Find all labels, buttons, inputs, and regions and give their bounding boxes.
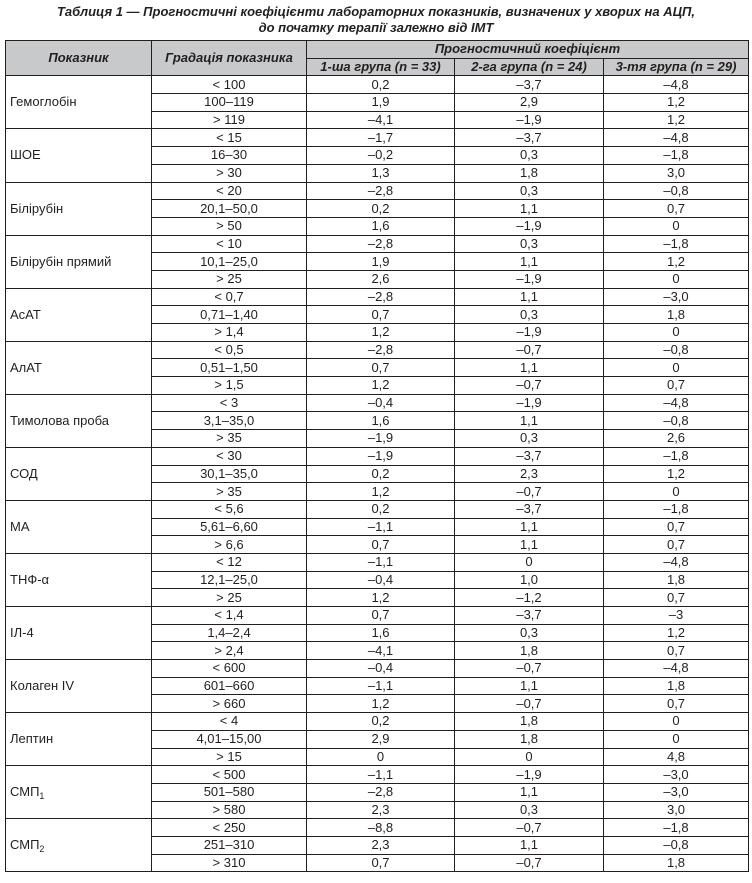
coefficient-cell-group-1: 2,9: [307, 730, 455, 748]
table-caption: [0, 0, 752, 40]
gradation-cell: 16–30: [152, 147, 307, 165]
table-row: [6, 129, 749, 147]
coefficient-cell-group-1: 0,2: [307, 465, 455, 483]
coefficient-cell-group-1: 0,2: [307, 713, 455, 731]
coefficient-cell-group-3: 0: [604, 217, 749, 235]
coefficient-cell-group-3: 1,2: [604, 253, 749, 271]
coefficient-cell-group-3: 0,7: [604, 589, 749, 607]
coefficient-cell-group-1: –2,8: [307, 182, 455, 200]
table-row: [6, 819, 749, 837]
gradation-cell: < 0,5: [152, 341, 307, 359]
gradation-cell: 1,4–2,4: [152, 624, 307, 642]
coefficient-cell-group-2: 1,1: [455, 536, 604, 554]
gradation-cell: > 580: [152, 801, 307, 819]
coefficient-cell-group-3: –3: [604, 607, 749, 625]
coefficient-cell-group-2: –0,7: [455, 341, 604, 359]
gradation-cell: > 35: [152, 483, 307, 501]
coefficient-cell-group-2: –0,7: [455, 695, 604, 713]
indicator-label: АлАТ: [10, 359, 42, 375]
gradation-cell: < 0,7: [152, 288, 307, 306]
coefficient-cell-group-1: 2,3: [307, 801, 455, 819]
coefficient-cell-group-1: –0,4: [307, 571, 455, 589]
coefficient-cell-group-2: 0,3: [455, 624, 604, 642]
coefficient-cell-group-1: –4,1: [307, 111, 455, 129]
coefficient-cell-group-1: 1,2: [307, 589, 455, 607]
coefficient-cell-group-2: –3,7: [455, 76, 604, 94]
header-indicator: Показник: [6, 41, 152, 76]
coefficient-cell-group-3: 1,2: [604, 111, 749, 129]
coefficient-cell-group-1: 2,3: [307, 836, 455, 854]
table-row: [6, 341, 749, 359]
coefficient-cell-group-1: –1,7: [307, 129, 455, 147]
coefficient-cell-group-2: –3,7: [455, 607, 604, 625]
header-group-3: 3-тя група (n = 29): [604, 58, 749, 76]
gradation-cell: > 50: [152, 217, 307, 235]
coefficient-cell-group-3: 0,7: [604, 536, 749, 554]
coefficient-cell-group-3: –3,0: [604, 783, 749, 801]
coefficient-cell-group-2: 1,1: [455, 677, 604, 695]
coefficient-cell-group-3: –0,8: [604, 182, 749, 200]
coefficient-cell-group-1: –1,9: [307, 447, 455, 465]
coefficient-cell-group-1: 0,7: [307, 854, 455, 872]
header-gradation: Градація показника: [152, 41, 307, 76]
indicator-label: СМП: [10, 837, 40, 853]
table-row: [6, 182, 749, 200]
coefficient-cell-group-1: 1,2: [307, 695, 455, 713]
coefficient-cell-group-1: –4,1: [307, 642, 455, 660]
coefficient-cell-group-3: –1,8: [604, 147, 749, 165]
coefficient-cell-group-2: –0,7: [455, 819, 604, 837]
coefficient-cell-group-3: 4,8: [604, 748, 749, 766]
coefficient-cell-group-3: –4,8: [604, 76, 749, 94]
indicator-label: Білірубін прямий: [10, 253, 112, 269]
coefficient-cell-group-2: –1,2: [455, 589, 604, 607]
coefficient-cell-group-1: 0,2: [307, 76, 455, 94]
coefficient-cell-group-1: –8,8: [307, 819, 455, 837]
coefficient-cell-group-2: 1,8: [455, 713, 604, 731]
coefficient-cell-group-2: 1,1: [455, 518, 604, 536]
gradation-cell: 30,1–35,0: [152, 465, 307, 483]
indicator-name: [6, 713, 152, 766]
coefficient-cell-group-2: 1,8: [455, 730, 604, 748]
coefficient-cell-group-2: 0,3: [455, 430, 604, 448]
indicator-name: [6, 394, 152, 447]
coefficient-cell-group-1: 1,3: [307, 164, 455, 182]
coefficient-cell-group-2: –1,9: [455, 324, 604, 342]
indicator-name: [6, 129, 152, 182]
indicator-label: Білірубін: [10, 200, 64, 216]
coefficient-cell-group-3: –4,8: [604, 394, 749, 412]
table-row: [6, 447, 749, 465]
coefficient-cell-group-1: 1,2: [307, 483, 455, 501]
indicator-name: [6, 447, 152, 500]
coefficient-cell-group-2: 1,0: [455, 571, 604, 589]
gradation-cell: < 30: [152, 447, 307, 465]
indicator-name: [6, 819, 152, 872]
indicator-label: АсАТ: [10, 306, 41, 322]
coefficient-cell-group-1: 1,2: [307, 324, 455, 342]
gradation-cell: 601–660: [152, 677, 307, 695]
gradation-cell: 501–580: [152, 783, 307, 801]
coefficient-cell-group-3: 1,2: [604, 624, 749, 642]
coefficient-cell-group-1: 1,9: [307, 253, 455, 271]
indicator-label: ШОЕ: [10, 147, 41, 163]
coefficient-cell-group-2: 0: [455, 553, 604, 571]
coefficient-cell-group-3: –1,8: [604, 235, 749, 253]
indicator-label: Гемоглобін: [10, 94, 77, 110]
gradation-cell: 10,1–25,0: [152, 253, 307, 271]
gradation-cell: < 100: [152, 76, 307, 94]
coefficient-cell-group-3: 0: [604, 730, 749, 748]
indicator-name: [6, 288, 152, 341]
coefficient-cell-group-1: 0,7: [307, 607, 455, 625]
indicator-label: Тимолова проба: [10, 412, 109, 428]
coefficient-cell-group-2: 0,3: [455, 306, 604, 324]
coefficient-cell-group-3: –4,8: [604, 553, 749, 571]
indicator-label: МА: [10, 518, 30, 534]
coefficient-cell-group-3: 0,7: [604, 518, 749, 536]
gradation-cell: < 1,4: [152, 607, 307, 625]
coefficient-cell-group-3: 3,0: [604, 164, 749, 182]
table-row: [6, 394, 749, 412]
indicator-label: СОД: [10, 465, 38, 481]
indicator-subscript: 2: [39, 844, 45, 855]
coefficient-cell-group-1: –1,1: [307, 518, 455, 536]
coefficient-cell-group-3: –1,8: [604, 447, 749, 465]
gradation-cell: > 6,6: [152, 536, 307, 554]
coefficient-cell-group-1: 1,6: [307, 217, 455, 235]
table-row: [6, 288, 749, 306]
coefficient-cell-group-2: –3,7: [455, 447, 604, 465]
coefficient-cell-group-1: –1,9: [307, 430, 455, 448]
coefficient-cell-group-2: 0,3: [455, 801, 604, 819]
gradation-cell: 0,51–1,50: [152, 359, 307, 377]
gradation-cell: > 119: [152, 111, 307, 129]
coefficient-cell-group-2: –3,7: [455, 129, 604, 147]
coefficient-cell-group-1: 1,6: [307, 624, 455, 642]
indicator-label: Колаген IV: [10, 678, 75, 694]
coefficient-cell-group-3: –0,8: [604, 412, 749, 430]
gradation-cell: 4,01–15,00: [152, 730, 307, 748]
coefficient-cell-group-2: –0,7: [455, 483, 604, 501]
caption-line-1: Таблиця 1 — Прогностичні коефіцієнти лабораторних показників, визначених у хворих на АЦП,: [56, 4, 696, 19]
coefficient-cell-group-2: –3,7: [455, 500, 604, 518]
gradation-cell: > 1,5: [152, 377, 307, 395]
table-row: [6, 553, 749, 571]
coefficient-cell-group-2: –1,9: [455, 270, 604, 288]
indicator-name: [6, 660, 152, 713]
gradation-cell: > 2,4: [152, 642, 307, 660]
gradation-cell: < 250: [152, 819, 307, 837]
coefficient-cell-group-1: 0: [307, 748, 455, 766]
table-row: [6, 500, 749, 518]
coefficient-cell-group-3: 0: [604, 324, 749, 342]
coefficient-cell-group-3: 1,2: [604, 465, 749, 483]
indicator-label: ІЛ-4: [10, 625, 34, 641]
coefficient-cell-group-3: 0,7: [604, 695, 749, 713]
coefficient-cell-group-3: –3,0: [604, 288, 749, 306]
gradation-cell: 5,61–6,60: [152, 518, 307, 536]
coefficient-cell-group-3: 1,2: [604, 94, 749, 112]
coefficient-cell-group-2: 0,3: [455, 147, 604, 165]
coefficient-cell-group-3: 0: [604, 483, 749, 501]
header-coefficient: Прогностичний коефіцієнт: [307, 41, 749, 59]
coefficient-cell-group-3: 0: [604, 713, 749, 731]
gradation-cell: < 500: [152, 766, 307, 784]
coefficient-cell-group-1: –1,1: [307, 553, 455, 571]
coefficient-cell-group-3: 0,7: [604, 377, 749, 395]
header-group-1: 1-ша група (n = 33): [307, 58, 455, 76]
coefficient-cell-group-1: –2,8: [307, 341, 455, 359]
indicator-name: [6, 500, 152, 553]
gradation-cell: > 310: [152, 854, 307, 872]
coefficient-cell-group-2: –1,9: [455, 217, 604, 235]
coefficient-cell-group-1: 0,7: [307, 536, 455, 554]
indicator-name: [6, 553, 152, 606]
indicator-label: ТНФ-α: [10, 571, 50, 587]
gradation-cell: < 12: [152, 553, 307, 571]
indicator-name: [6, 766, 152, 819]
table-row: [6, 713, 749, 731]
coefficient-cell-group-3: –4,8: [604, 129, 749, 147]
coefficient-cell-group-2: 1,1: [455, 783, 604, 801]
coefficient-cell-group-3: 0,7: [604, 642, 749, 660]
coefficient-cell-group-2: –0,7: [455, 377, 604, 395]
caption-line-2: до початку терапії залежно від ІМТ: [258, 20, 494, 35]
coefficient-cell-group-1: –0,4: [307, 394, 455, 412]
table-header: [6, 41, 749, 76]
coefficient-cell-group-2: 2,3: [455, 465, 604, 483]
coefficient-cell-group-3: 1,8: [604, 854, 749, 872]
coefficient-cell-group-3: –3,0: [604, 766, 749, 784]
table-row: [6, 660, 749, 678]
coefficient-cell-group-1: –1,1: [307, 766, 455, 784]
coefficient-cell-group-2: –0,7: [455, 660, 604, 678]
indicator-label: Лептин: [10, 731, 54, 747]
gradation-cell: > 1,4: [152, 324, 307, 342]
coefficient-cell-group-3: 0,7: [604, 200, 749, 218]
gradation-cell: < 15: [152, 129, 307, 147]
coefficient-cell-group-3: 1,8: [604, 677, 749, 695]
gradation-cell: < 20: [152, 182, 307, 200]
gradation-cell: < 4: [152, 713, 307, 731]
coefficient-cell-group-1: 0,2: [307, 500, 455, 518]
coefficient-cell-group-2: 0: [455, 748, 604, 766]
coefficient-cell-group-3: –1,8: [604, 500, 749, 518]
gradation-cell: 12,1–25,0: [152, 571, 307, 589]
gradation-cell: 20,1–50,0: [152, 200, 307, 218]
gradation-cell: 0,71–1,40: [152, 306, 307, 324]
coefficient-cell-group-2: 1,8: [455, 164, 604, 182]
indicator-subscript: 1: [39, 791, 45, 802]
gradation-cell: 251–310: [152, 836, 307, 854]
coefficient-cell-group-3: –4,8: [604, 660, 749, 678]
coefficient-cell-group-3: –1,8: [604, 819, 749, 837]
coefficient-cell-group-1: 1,6: [307, 412, 455, 430]
table-row: [6, 76, 749, 94]
coefficient-cell-group-3: –0,8: [604, 836, 749, 854]
coefficient-cell-group-1: –2,8: [307, 235, 455, 253]
coefficient-cell-group-2: 1,1: [455, 200, 604, 218]
coefficient-cell-group-1: 1,9: [307, 94, 455, 112]
gradation-cell: 100–119: [152, 94, 307, 112]
coefficient-cell-group-3: 0: [604, 270, 749, 288]
coefficient-cell-group-1: –2,8: [307, 288, 455, 306]
table-row: [6, 607, 749, 625]
coefficient-cell-group-1: 2,6: [307, 270, 455, 288]
coefficient-cell-group-3: 3,0: [604, 801, 749, 819]
coefficient-cell-group-3: 0: [604, 359, 749, 377]
gradation-cell: > 25: [152, 589, 307, 607]
coefficient-cell-group-2: –1,9: [455, 394, 604, 412]
indicator-label: СМП: [10, 784, 40, 800]
coefficient-cell-group-2: 2,9: [455, 94, 604, 112]
indicator-name: [6, 76, 152, 129]
coefficient-cell-group-2: 1,1: [455, 412, 604, 430]
table-row: [6, 235, 749, 253]
table-body: [6, 76, 749, 872]
indicator-name: [6, 182, 152, 235]
gradation-cell: < 600: [152, 660, 307, 678]
coefficient-cell-group-2: 0,3: [455, 182, 604, 200]
gradation-cell: > 15: [152, 748, 307, 766]
coefficient-cell-group-2: 1,1: [455, 253, 604, 271]
gradation-cell: > 660: [152, 695, 307, 713]
coefficient-cell-group-2: 1,8: [455, 642, 604, 660]
coefficient-cell-group-1: –0,4: [307, 660, 455, 678]
coefficient-cell-group-1: 0,7: [307, 306, 455, 324]
indicator-name: [6, 341, 152, 394]
coefficient-cell-group-1: 1,2: [307, 377, 455, 395]
gradation-cell: < 5,6: [152, 500, 307, 518]
coefficient-cell-group-3: 2,6: [604, 430, 749, 448]
header-group-2: 2-га група (n = 24): [455, 58, 604, 76]
coefficient-cell-group-2: –0,7: [455, 854, 604, 872]
gradation-cell: > 30: [152, 164, 307, 182]
indicator-name: [6, 235, 152, 288]
indicator-name: [6, 607, 152, 660]
coefficient-cell-group-2: 1,1: [455, 359, 604, 377]
coefficient-cell-group-1: –1,1: [307, 677, 455, 695]
coefficient-cell-group-2: –1,9: [455, 766, 604, 784]
coefficient-cell-group-2: 1,1: [455, 836, 604, 854]
coefficient-cell-group-1: 0,7: [307, 359, 455, 377]
gradation-cell: > 35: [152, 430, 307, 448]
gradation-cell: > 25: [152, 270, 307, 288]
table-row: [6, 766, 749, 784]
gradation-cell: < 10: [152, 235, 307, 253]
prognostic-table: [5, 40, 749, 872]
gradation-cell: 3,1–35,0: [152, 412, 307, 430]
coefficient-cell-group-3: –0,8: [604, 341, 749, 359]
coefficient-cell-group-3: 1,8: [604, 306, 749, 324]
coefficient-cell-group-1: –2,8: [307, 783, 455, 801]
coefficient-cell-group-2: 0,3: [455, 235, 604, 253]
coefficient-cell-group-3: 1,8: [604, 571, 749, 589]
coefficient-cell-group-1: 0,2: [307, 200, 455, 218]
gradation-cell: < 3: [152, 394, 307, 412]
coefficient-cell-group-2: 1,1: [455, 288, 604, 306]
coefficient-cell-group-1: –0,2: [307, 147, 455, 165]
coefficient-cell-group-2: –1,9: [455, 111, 604, 129]
